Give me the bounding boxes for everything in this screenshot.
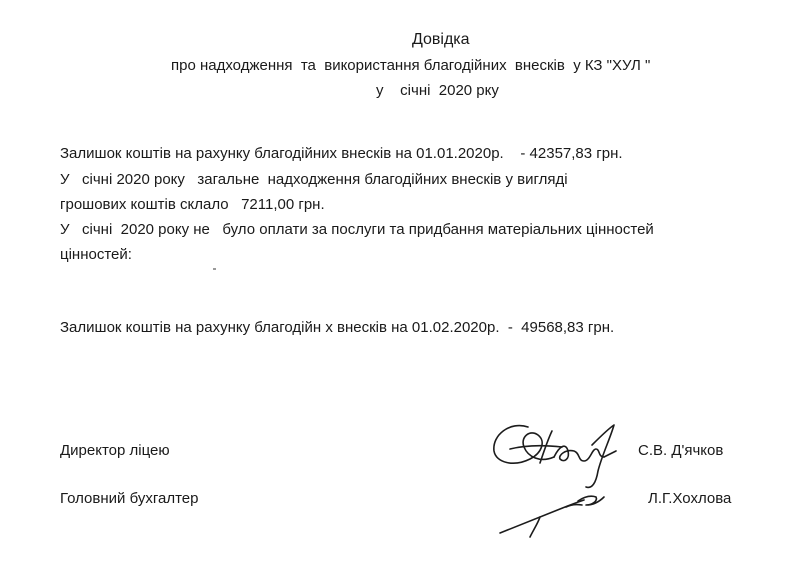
- body-line-expenses: У січні 2020 року не було оплати за послуги та придбання матеріальних цінностей: [60, 221, 654, 238]
- body-line-income-amount: грошових коштів склало 7211,00 грн.: [60, 196, 325, 213]
- document-title: Довідка: [412, 31, 470, 48]
- accountant-title: Головний бухгалтер: [60, 490, 199, 507]
- body-line-expenses-cont: цінностей:: [60, 246, 132, 263]
- body-line-income: У січні 2020 року загальне надходження благодійних внесків у вигляді: [60, 171, 568, 188]
- body-line-closing-balance: Залишок коштів на рахунку благодійн х внесків на 01.02.2020р. - 49568,83 грн.: [60, 319, 615, 336]
- scan-speck: [213, 268, 216, 270]
- document-subtitle: про надходження та використання благодійних внесків у КЗ "ХУЛ ": [171, 57, 651, 74]
- director-name: С.В. Д'ячков: [638, 442, 724, 459]
- document-period: у січні 2020 рку: [376, 82, 499, 99]
- handwritten-signature: [480, 405, 630, 555]
- director-title: Директор ліцею: [60, 442, 170, 459]
- body-line-opening-balance: Залишок коштів на рахунку благодійних внесків на 01.01.2020р. - 42357,83 грн.: [60, 145, 623, 162]
- accountant-name: Л.Г.Хохлова: [648, 490, 732, 507]
